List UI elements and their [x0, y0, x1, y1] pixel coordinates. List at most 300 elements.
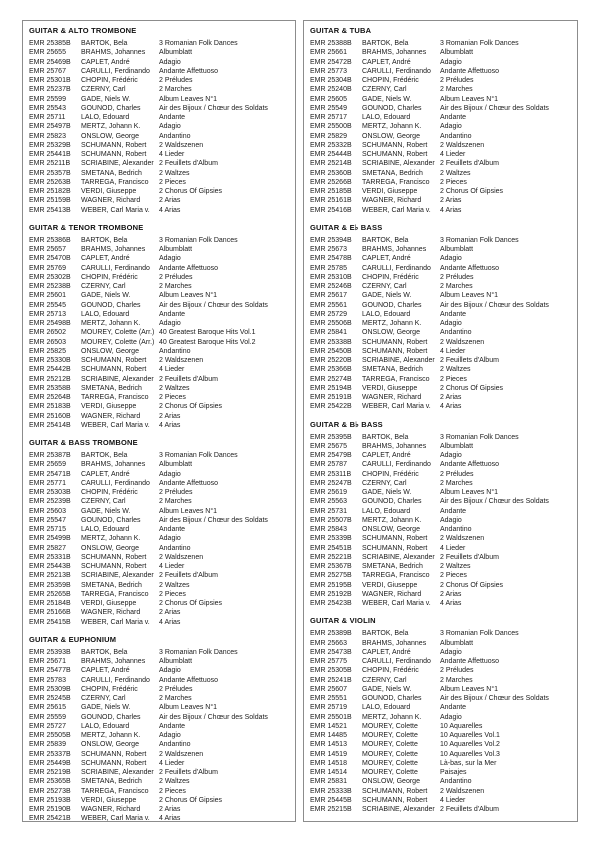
work-title: 4 Arias — [440, 600, 462, 607]
catalog-ref: EMR 25599 — [29, 95, 66, 103]
catalog-column-right — [303, 20, 578, 822]
catalog-row — [304, 544, 577, 553]
catalog-ref: EMR 25166B — [29, 609, 71, 617]
catalog-section — [23, 438, 295, 627]
composer-name: SMETANA, Bedrich — [362, 563, 423, 570]
catalog-ref: EMR 25360B — [310, 169, 352, 177]
section-title: GUITAR & TENOR TROMBONE — [29, 222, 144, 232]
work-title: 2 Waltzes — [159, 384, 190, 392]
work-title: Adagio — [440, 255, 462, 263]
section-title: GUITAR & E♭ BASS — [310, 222, 383, 232]
work-title: Albumblatt — [159, 461, 193, 469]
composer-name: BRAHMS, Johannes — [362, 246, 427, 253]
catalog-ref: EMR 25444B — [310, 151, 352, 158]
composer-name: ONSLOW, George — [81, 347, 139, 355]
catalog-row — [304, 122, 577, 131]
composer-name: SCHUMANN, Robert — [362, 535, 428, 543]
work-title: 2 Waltzes — [440, 169, 471, 177]
work-title: Andantino — [159, 132, 191, 140]
work-title: Andante Affettuoso — [440, 658, 500, 665]
work-title: 2 Waldszenen — [440, 141, 485, 149]
catalog-row — [304, 141, 577, 150]
composer-name: LALO, Edouard — [362, 507, 411, 515]
composer-name: VERDI, Giuseppe — [362, 384, 418, 392]
composer-name: CHOPIN, Frédéric — [81, 685, 138, 693]
composer-name: GOUNOD, Charles — [81, 104, 141, 112]
catalog-ref: EMR 25219B — [29, 769, 71, 776]
catalog-ref: EMR 25470B — [29, 255, 71, 263]
section-title: GUITAR & TUBA — [310, 26, 372, 35]
catalog-row — [23, 48, 295, 57]
work-title: Album Leaves N°1 — [440, 95, 499, 103]
composer-name: CZERNY, Carl — [362, 676, 407, 684]
composer-name: CAPLET, André — [81, 667, 130, 675]
catalog-row — [304, 384, 577, 393]
work-title: Air des Bijoux / Chœur des Soldats — [440, 104, 549, 112]
catalog-row — [304, 657, 577, 666]
catalog-ref: EMR 25305B — [310, 667, 352, 675]
catalog-section — [304, 420, 577, 609]
catalog-ref: EMR 26502 — [29, 329, 66, 337]
catalog-ref: EMR 25333B — [310, 787, 352, 795]
catalog-ref: EMR 25303B — [29, 489, 71, 496]
composer-name: SCHUMANN, Robert — [81, 563, 147, 570]
catalog-row — [304, 713, 577, 722]
composer-name: SCRIABINE, Alexander — [362, 806, 435, 813]
catalog-ref: EMR 25264B — [29, 394, 71, 401]
composer-name: SCHUMANN, Robert — [81, 141, 147, 149]
composer-name: MOUREY, Colette — [362, 722, 418, 730]
work-title: 2 Chorus Of Gipsies — [159, 403, 223, 411]
catalog-ref: EMR 25182B — [29, 188, 71, 195]
catalog-ref: EMR 25184B — [29, 600, 71, 607]
work-title: Andante — [440, 704, 467, 712]
catalog-row — [23, 141, 295, 150]
catalog-ref: EMR 25421B — [29, 815, 71, 822]
work-title: 2 Marches — [440, 283, 473, 290]
work-title: 4 Arias — [440, 206, 462, 214]
composer-name: GADE, Niels W. — [362, 292, 412, 300]
catalog-ref: EMR 25183B — [29, 403, 71, 411]
catalog-row — [23, 703, 295, 712]
composer-name: CAPLET, André — [362, 58, 411, 66]
work-title: Adagio — [440, 320, 462, 327]
composer-name: CZERNY, Carl — [362, 283, 407, 290]
composer-name: MOUREY, Colette (Arr.) — [81, 329, 155, 337]
work-title: Air des Bijoux / Chœur des Soldats — [440, 301, 549, 309]
catalog-ref: EMR 25506B — [310, 320, 352, 327]
composer-name: CARULLI, Ferdinando — [81, 676, 150, 684]
composer-name: LALO, Edouard — [81, 722, 130, 730]
work-title: 2 Feuillets d'Album — [440, 357, 499, 364]
work-title: 4 Lieder — [440, 151, 466, 158]
work-title: 4 Arias — [159, 421, 181, 429]
composer-name: BARTOK, Bela — [81, 40, 128, 47]
catalog-ref: EMR 25551 — [310, 695, 347, 702]
composer-name: CZERNY, Carl — [362, 479, 407, 487]
catalog-row — [304, 590, 577, 599]
catalog-ref: EMR 25771 — [29, 479, 66, 487]
composer-name: CARULLI, Ferdinando — [362, 67, 431, 75]
composer-name: GADE, Niels W. — [81, 704, 131, 712]
work-title: 2 Arias — [440, 394, 462, 401]
catalog-row — [23, 187, 295, 196]
work-title: Andantino — [440, 132, 472, 140]
catalog-row — [304, 759, 577, 768]
catalog-row — [304, 525, 577, 534]
catalog-ref: EMR 25193B — [29, 796, 71, 804]
composer-name: SCRIABINE, Alexander — [81, 572, 154, 580]
catalog-row — [23, 685, 295, 694]
work-title: 2 Pieces — [159, 178, 186, 186]
work-title: 2 Arias — [440, 590, 462, 598]
work-title: Adagio — [440, 713, 462, 721]
catalog-row — [23, 814, 295, 822]
work-title: Adagio — [159, 58, 181, 66]
composer-name: ONSLOW, George — [81, 741, 139, 749]
catalog-ref: EMR 25478B — [310, 255, 352, 263]
catalog-ref: EMR 25601 — [29, 292, 66, 300]
catalog-row — [304, 629, 577, 638]
catalog-section — [304, 616, 577, 814]
catalog-ref: EMR 14519 — [310, 750, 347, 758]
catalog-ref: EMR 25241B — [310, 676, 352, 684]
catalog-ref: EMR 25246B — [310, 283, 352, 290]
catalog-ref: EMR 25192B — [310, 590, 352, 598]
work-title: 2 Marches — [159, 86, 192, 94]
catalog-row — [304, 479, 577, 488]
catalog-row — [23, 402, 295, 411]
catalog-row — [23, 150, 295, 159]
catalog-row — [304, 39, 577, 48]
catalog-row — [304, 731, 577, 740]
catalog-row — [23, 301, 295, 310]
work-title: 2 Marches — [440, 676, 473, 684]
catalog-ref: EMR 25717 — [310, 114, 347, 121]
work-title: 40 Greatest Baroque Hits Vol.1 — [159, 329, 256, 337]
composer-name: SCHUMANN, Robert — [362, 141, 428, 149]
catalog-row — [304, 347, 577, 356]
catalog-row — [304, 639, 577, 648]
catalog-ref: EMR 25367B — [310, 563, 352, 570]
catalog-row — [23, 338, 295, 347]
catalog-row — [304, 375, 577, 384]
catalog-row — [23, 254, 295, 263]
composer-name: WAGNER, Richard — [81, 412, 141, 420]
composer-name: WEBER, Carl Maria v. — [81, 421, 150, 429]
catalog-ref: EMR 25829 — [310, 132, 347, 140]
work-title: 3 Romanian Folk Dances — [440, 433, 519, 441]
composer-name: GOUNOD, Charles — [81, 301, 141, 309]
composer-name: ONSLOW, George — [362, 526, 420, 533]
composer-name: SCRIABINE, Alexander — [81, 375, 154, 383]
work-title: 2 Marches — [159, 695, 192, 702]
composer-name: SCRIABINE, Alexander — [362, 160, 435, 168]
composer-name: TARREGA, Francisco — [362, 572, 430, 580]
catalog-row — [304, 58, 577, 67]
composer-name: BRAHMS, Johannes — [81, 246, 146, 253]
catalog-row — [23, 39, 295, 48]
work-title: 4 Lieder — [159, 151, 185, 158]
catalog-ref: EMR 25675 — [310, 442, 347, 450]
catalog-ref: EMR 25339B — [310, 535, 352, 543]
composer-name: VERDI, Giuseppe — [362, 188, 418, 195]
catalog-ref: EMR 25499B — [29, 535, 71, 543]
catalog-ref: EMR 25358B — [29, 384, 71, 392]
composer-name: WEBER, Carl Maria v. — [81, 206, 150, 214]
catalog-ref: EMR 25275B — [310, 572, 352, 580]
catalog-ref: EMR 25775 — [310, 658, 347, 665]
work-title: 2 Pieces — [440, 178, 467, 186]
composer-name: BARTOK, Bela — [362, 630, 409, 638]
composer-name: SCHUMANN, Robert — [362, 787, 428, 795]
work-title: Andante — [159, 310, 186, 318]
catalog-row — [304, 48, 577, 57]
composer-name: SCHUMANN, Robert — [362, 338, 428, 346]
catalog-row — [23, 206, 295, 215]
work-title: 2 Feuillets d'Album — [159, 375, 218, 383]
catalog-row — [304, 750, 577, 759]
composer-name: SCRIABINE, Alexander — [362, 357, 435, 364]
catalog-ref: EMR 25841 — [310, 329, 347, 337]
catalog-row — [304, 402, 577, 411]
catalog-ref: EMR 25767 — [29, 67, 66, 75]
work-title: 4 Lieder — [440, 347, 466, 355]
composer-name: MOUREY, Colette — [362, 741, 418, 749]
work-title: Andante Affettuoso — [440, 461, 500, 469]
catalog-ref: EMR 25331B — [29, 553, 71, 561]
composer-name: CARULLI, Ferdinando — [81, 479, 150, 487]
composer-name: WEBER, Carl Maria v. — [81, 815, 150, 822]
catalog-row — [23, 178, 295, 187]
catalog-ref: EMR 25365B — [29, 778, 71, 786]
work-title: 2 Préludes — [159, 489, 193, 496]
catalog-ref: EMR 25159B — [29, 197, 71, 205]
work-title: Adagio — [159, 667, 181, 675]
catalog-ref: EMR 25185B — [310, 188, 352, 195]
work-title: Adagio — [159, 123, 181, 131]
composer-name: CHOPIN, Frédéric — [362, 77, 419, 84]
catalog-row — [23, 169, 295, 178]
catalog-row — [304, 451, 577, 460]
catalog-ref: EMR 14521 — [310, 722, 347, 730]
catalog-row — [23, 67, 295, 76]
composer-name: SCHUMANN, Robert — [81, 366, 147, 374]
catalog-row — [23, 236, 295, 245]
catalog-row — [23, 657, 295, 666]
work-title: Andante — [440, 310, 467, 318]
catalog-ref: EMR 25274B — [310, 375, 352, 383]
catalog-row — [23, 310, 295, 319]
composer-name: GOUNOD, Charles — [362, 498, 422, 506]
composer-name: VERDI, Giuseppe — [81, 188, 137, 195]
catalog-row — [23, 460, 295, 469]
catalog-ref: EMR 25719 — [310, 704, 347, 712]
catalog-ref: EMR 25245B — [29, 695, 71, 702]
work-title: 2 Pieces — [440, 375, 467, 383]
catalog-row — [23, 196, 295, 205]
catalog-row — [23, 451, 295, 460]
work-title: Air des Bijoux / Chœur des Soldats — [440, 695, 549, 702]
catalog-ref: EMR 25559 — [29, 713, 66, 721]
catalog-row — [304, 365, 577, 374]
work-title: Andante — [159, 722, 186, 730]
catalog-row — [23, 722, 295, 731]
catalog-ref: EMR 25769 — [29, 264, 66, 272]
catalog-ref: EMR 25301B — [29, 77, 71, 84]
catalog-ref: EMR 14485 — [310, 732, 347, 739]
composer-name: GOUNOD, Charles — [362, 104, 422, 112]
composer-name: WAGNER, Richard — [81, 806, 141, 813]
work-title: Andante — [440, 507, 467, 515]
catalog-row — [23, 122, 295, 131]
catalog-row — [23, 95, 295, 104]
work-title: 2 Waltzes — [159, 169, 190, 177]
composer-name: SCHUMANN, Robert — [81, 151, 147, 158]
work-title: 2 Feuillets d'Album — [440, 160, 499, 168]
catalog-ref: EMR 25823 — [29, 132, 66, 140]
catalog-row — [23, 421, 295, 430]
composer-name: WAGNER, Richard — [362, 197, 422, 205]
composer-name: MOUREY, Colette — [362, 769, 418, 776]
composer-name: TARREGA, Francisco — [81, 590, 149, 598]
catalog-row — [304, 178, 577, 187]
catalog-ref: EMR 25619 — [310, 489, 347, 496]
catalog-row — [23, 796, 295, 805]
catalog-ref: EMR 25161B — [310, 197, 352, 205]
work-title: Adagio — [159, 320, 181, 327]
work-title: Adagio — [159, 255, 181, 263]
catalog-ref: EMR 25214B — [310, 160, 352, 168]
composer-name: MOUREY, Colette — [362, 750, 418, 758]
catalog-row — [23, 76, 295, 85]
catalog-ref: EMR 25479B — [310, 452, 352, 459]
composer-name: BARTOK, Bela — [362, 236, 409, 244]
composer-name: BRAHMS, Johannes — [362, 49, 427, 57]
work-title: 2 Pieces — [159, 394, 186, 401]
section-title: GUITAR & ALTO TROMBONE — [29, 26, 137, 35]
section-title: GUITAR & VIOLIN — [310, 616, 376, 626]
work-title: Paisajes — [440, 769, 467, 776]
catalog-ref: EMR 25338B — [310, 338, 352, 346]
work-title: 3 Romanian Folk Dances — [159, 40, 238, 47]
work-title: Albumblatt — [440, 49, 474, 57]
composer-name: SCHUMANN, Robert — [362, 796, 428, 804]
work-title: 2 Chorus Of Gipsies — [440, 188, 504, 195]
catalog-row — [23, 347, 295, 356]
composer-name: BRAHMS, Johannes — [362, 442, 427, 450]
composer-name: VERDI, Giuseppe — [81, 796, 137, 804]
section-title: GUITAR & EUPHONIUM — [29, 634, 117, 644]
catalog-row — [23, 58, 295, 67]
composer-name: BARTOK, Bela — [362, 433, 409, 441]
section-title: GUITAR & BASS TROMBONE — [29, 438, 138, 447]
work-title: Albumblatt — [159, 658, 193, 665]
catalog-row — [304, 805, 577, 814]
work-title: 2 Chorus Of Gipsies — [159, 796, 223, 804]
work-title: 2 Préludes — [440, 470, 474, 478]
composer-name: CHOPIN, Frédéric — [81, 489, 138, 496]
catalog-ref: EMR 25263B — [29, 178, 71, 186]
composer-name: LALO, Edouard — [362, 310, 411, 318]
composer-name: SCHUMANN, Robert — [81, 553, 147, 561]
work-title: Air des Bijoux / Chœur des Soldats — [159, 516, 268, 524]
work-title: 3 Romanian Folk Dances — [159, 452, 238, 459]
catalog-row — [304, 666, 577, 675]
composer-name: TARREGA, Francisco — [81, 394, 149, 401]
composer-name: SCHUMANN, Robert — [81, 759, 147, 767]
catalog-ref: EMR 25211B — [29, 160, 71, 168]
catalog-row — [304, 648, 577, 657]
catalog-row — [23, 676, 295, 685]
work-title: 10 Aquarelles — [440, 722, 483, 730]
work-title: Andantino — [440, 329, 472, 337]
composer-name: CHOPIN, Frédéric — [362, 470, 419, 478]
catalog-row — [23, 470, 295, 479]
composer-name: SMETANA, Bedrich — [81, 581, 142, 589]
catalog-row — [304, 796, 577, 805]
work-title: 2 Waldszenen — [159, 141, 204, 149]
catalog-ref: EMR 25238B — [29, 283, 71, 290]
catalog-ref: EMR 25191B — [310, 394, 352, 401]
work-title: Andantino — [440, 526, 472, 533]
catalog-ref: EMR 25330B — [29, 357, 71, 364]
catalog-row — [23, 356, 295, 365]
composer-name: MOUREY, Colette — [362, 759, 418, 767]
work-title: Andante Affettuoso — [159, 479, 219, 487]
composer-name: TARREGA, Francisco — [362, 375, 430, 383]
work-title: 2 Chorus Of Gipsies — [440, 581, 504, 589]
section-title: GUITAR & B♭ BASS — [310, 419, 383, 429]
composer-name: WAGNER, Richard — [81, 609, 141, 617]
catalog-row — [304, 236, 577, 245]
catalog-ref: EMR 25221B — [310, 553, 352, 561]
catalog-ref: EMR 26503 — [29, 338, 66, 346]
work-title: 2 Waldszenen — [440, 787, 485, 795]
catalog-row — [304, 150, 577, 159]
catalog-row — [304, 264, 577, 273]
work-title: 2 Marches — [440, 479, 473, 487]
catalog-row — [23, 618, 295, 627]
catalog-ref: EMR 25386B — [29, 236, 71, 244]
catalog-row — [304, 722, 577, 731]
composer-name: SCHUMANN, Robert — [362, 151, 428, 158]
catalog-row — [23, 365, 295, 374]
work-title: 3 Romanian Folk Dances — [440, 630, 519, 638]
composer-name: MERTZ, Johann K. — [362, 516, 422, 524]
catalog-ref: EMR 25443B — [29, 563, 71, 570]
catalog-ref: EMR 25422B — [310, 403, 352, 411]
work-title: 2 Marches — [159, 283, 192, 290]
catalog-ref: EMR 25240B — [310, 86, 352, 94]
catalog-row — [23, 273, 295, 282]
catalog-row — [23, 159, 295, 168]
work-title: 2 Waldszenen — [440, 338, 485, 346]
work-title: 2 Préludes — [159, 77, 193, 84]
work-title: Albumblatt — [440, 639, 474, 647]
work-title: 2 Chorus Of Gipsies — [440, 384, 504, 392]
catalog-row — [23, 666, 295, 675]
composer-name: WEBER, Carl Maria v. — [81, 618, 150, 626]
catalog-row — [304, 553, 577, 562]
work-title: 4 Lieder — [159, 366, 185, 374]
work-title: 4 Lieder — [159, 759, 185, 767]
catalog-row — [23, 497, 295, 506]
catalog-row — [304, 245, 577, 254]
composer-name: ONSLOW, George — [362, 778, 420, 786]
catalog-row — [304, 442, 577, 451]
catalog-ref: EMR 25713 — [29, 310, 66, 318]
